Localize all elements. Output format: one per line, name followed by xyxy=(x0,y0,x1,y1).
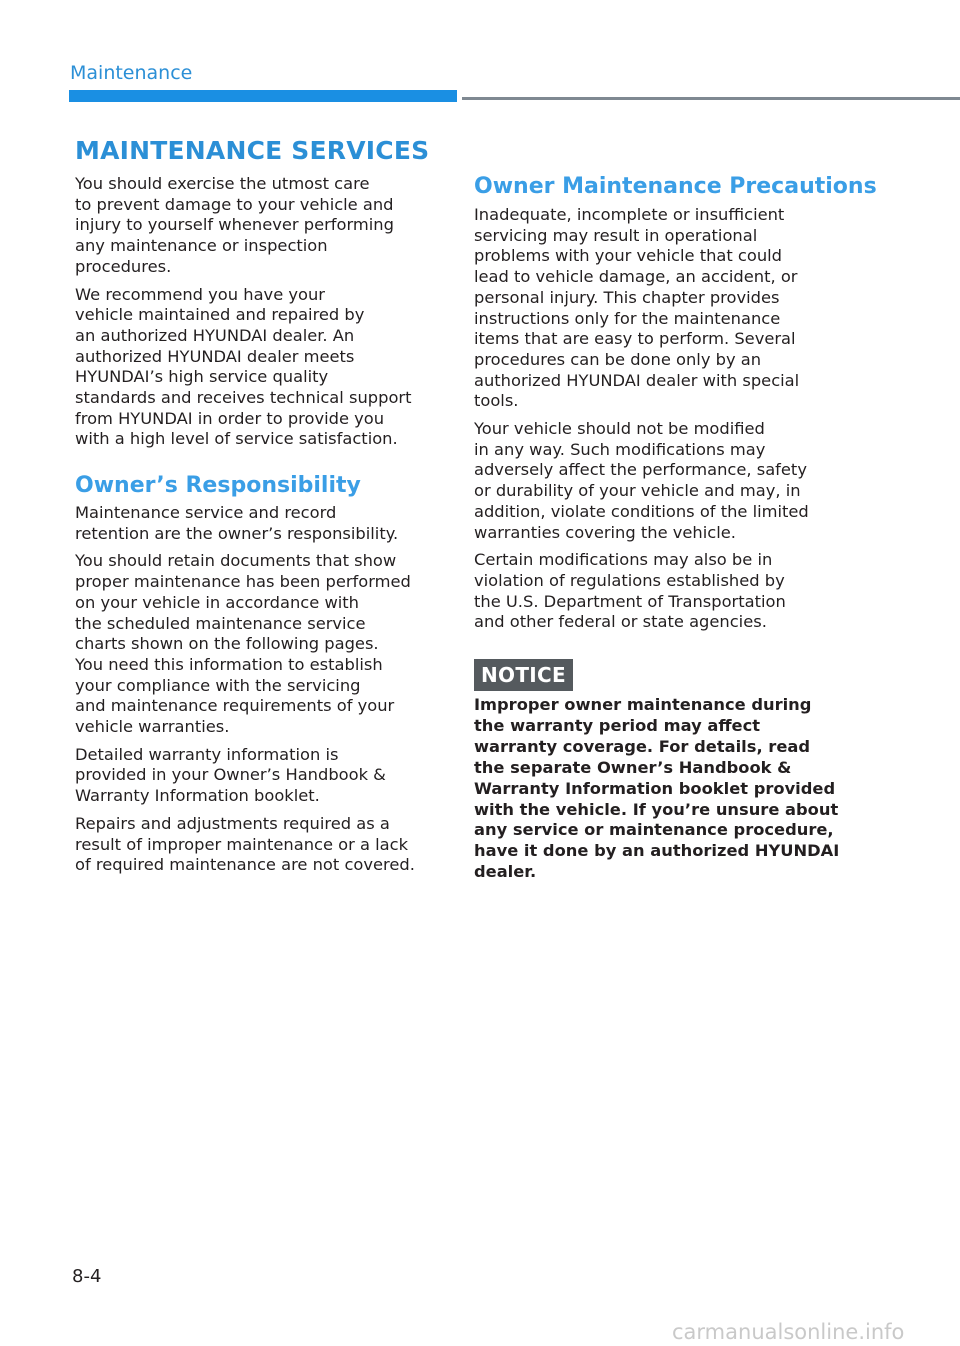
responsibility-paragraph: Repairs and adjustments required as a result of improper maintenance or a lack of required maintenance are not covered. xyxy=(75,813,415,875)
intro-paragraph: You should exercise the utmost care to prevent damage to your vehicle and injury to yourself whenever performing any maintenance or inspection procedures. xyxy=(75,174,394,276)
notice-text: Improper owner maintenance during the warranty period may affect warranty coverage. For details, read the separate Owner’s Handbook & Warranty Information booklet provided with the vehicle. If you’re unsure about any service or maintenance procedure, have it done by an authorized HYUNDAI dealer. xyxy=(474,695,840,882)
owners-responsibility-block xyxy=(75,503,455,883)
precautions-paragraph: Your vehicle should not be modified in any way. Such modifications may adversely affect the performance, safety or durability of your vehicle and may, in addition, violate conditions of the limited warranties covering the vehicle. xyxy=(474,419,809,542)
responsibility-paragraph: Detailed warranty information is provided in your Owner’s Handbook & Warranty Information booklet. xyxy=(75,744,386,806)
precautions-paragraph: Inadequate, incomplete or insufficient servicing may result in operational problems with your vehicle that could lead to vehicle damage, an accident, or personal injury. This chapter provides instructions only for the maintenance items that are easy to perform. Several procedures can be done only by an authorized HYUNDAI dealer with special tools. xyxy=(474,205,800,411)
page-number: 8-4 xyxy=(72,1266,102,1287)
owners-responsibility-heading: Owner’s Responsibility xyxy=(75,473,361,498)
precautions-heading: Owner Maintenance Precautions xyxy=(474,174,877,199)
watermark: carmanualsonline.info xyxy=(672,1320,905,1344)
intro-paragraph: We recommend you have your vehicle maintained and repaired by an authorized HYUNDAI dealer. An authorized HYUNDAI dealer meets HYUNDAI’s high service quality standards and receives technical support from HYUNDAI in order to provide you with a high level of service satisfaction. xyxy=(75,284,412,449)
intro-block xyxy=(75,174,455,457)
precautions-paragraph: Certain modifications may also be in violation of regulations established by the U.S. Department of Transportation and other federal or state agencies. xyxy=(474,550,786,632)
page-title: MAINTENANCE SERVICES xyxy=(75,136,430,165)
header-rule xyxy=(462,97,960,100)
notice-badge: NOTICE xyxy=(474,659,573,691)
header-bar-accent xyxy=(69,90,457,102)
responsibility-paragraph: You should retain documents that show proper maintenance has been performed on your vehicle in accordance with the scheduled maintenance service charts shown on the following pages. You need this information to establish your compliance with the servicing and maintenance requirements of your vehicle warranties. xyxy=(75,551,411,737)
precautions-block xyxy=(474,205,854,640)
section-header: Maintenance xyxy=(70,62,193,84)
responsibility-paragraph: Maintenance service and record retention are the owner’s responsibility. xyxy=(75,503,399,543)
